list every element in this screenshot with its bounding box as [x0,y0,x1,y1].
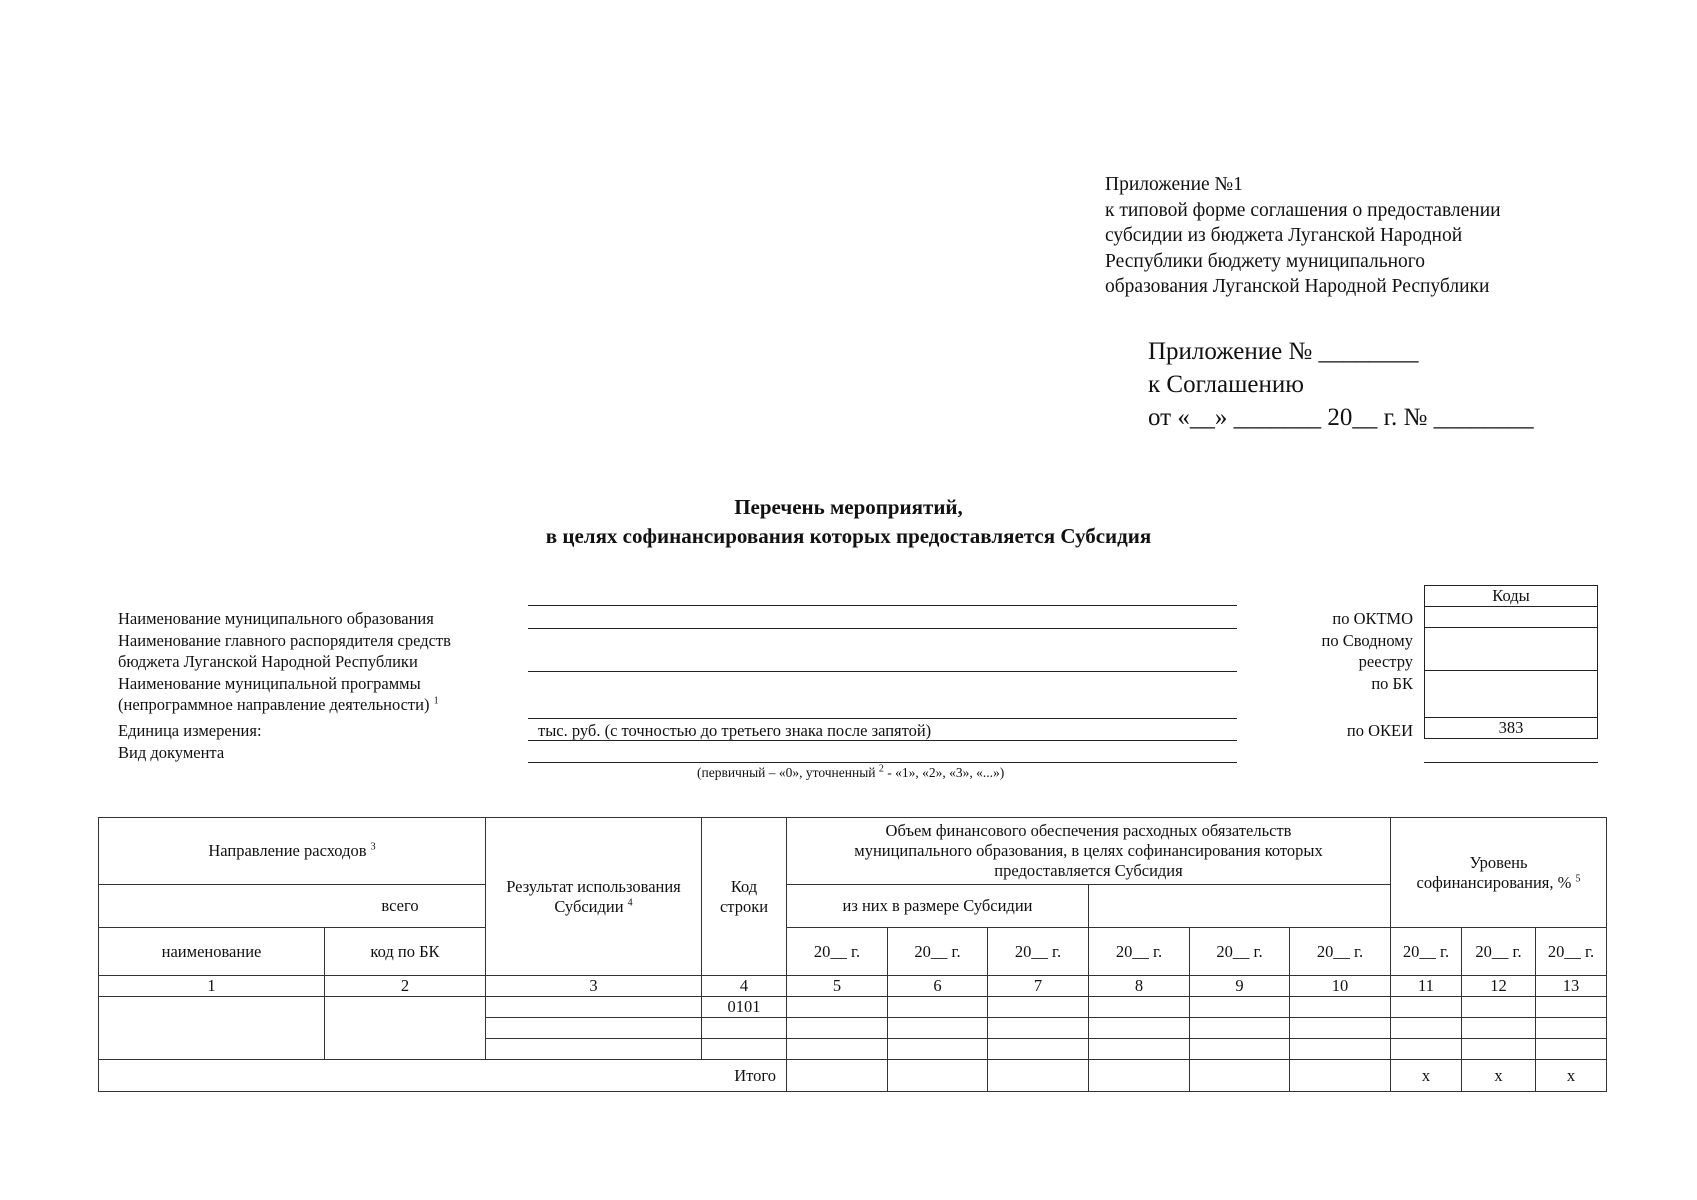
year-header: 20__ г. [1190,928,1290,976]
year-header: 20__ г. [1462,928,1536,976]
value-cell[interactable] [1089,1039,1190,1060]
year-header: 20__ г. [1536,928,1607,976]
direction-bk-cell[interactable] [325,997,486,1060]
column-number: 3 [486,976,702,997]
value-cell[interactable] [988,1018,1089,1039]
okei-label: по ОКЕИ [1346,721,1413,740]
value-cell[interactable] [1089,1018,1190,1039]
doc-type-label: Вид документа [118,743,225,762]
appendix-line-2: к типовой форме соглашения о предоставлении [1105,199,1501,221]
oktmo-code-cell[interactable] [1425,607,1598,628]
total-cell[interactable] [888,1060,988,1092]
program-label-1: Наименование муниципальной программы [118,674,421,693]
value-cell[interactable] [988,1039,1089,1060]
year-header: 20__ г. [1391,928,1462,976]
unit-label: Единица измерения: [118,721,262,740]
bk-label: по БК [1371,674,1413,693]
total-cell[interactable] [988,1060,1089,1092]
bk-code-cell[interactable] [1425,671,1598,718]
total-header: всего [99,885,702,928]
total-mark: x [1391,1060,1462,1092]
value-cell[interactable] [1462,1018,1536,1039]
result-cell[interactable] [486,1039,702,1060]
result-cell[interactable] [486,1018,702,1039]
total-row-label: Итого [99,1060,787,1092]
title-line-2: в целях софинансирования которых предоставляется Субсидия [545,524,1152,548]
program-field[interactable] [528,718,1237,719]
value-cell[interactable] [1536,1039,1607,1060]
row-code-cell[interactable] [702,1018,787,1039]
direction-name-cell[interactable] [99,997,325,1060]
total-mark: x [1462,1060,1536,1092]
year-header: 20__ г. [988,928,1089,976]
column-number: 1 [99,976,325,997]
value-cell[interactable] [1190,1018,1290,1039]
row-code-header: Код строки [702,818,787,976]
value-cell[interactable] [1089,997,1190,1018]
registry-label-2: реестру [1358,652,1413,671]
value-cell[interactable] [1190,997,1290,1018]
column-number: 11 [1391,976,1462,997]
registry-code-cell[interactable] [1425,628,1598,671]
total-cell[interactable] [787,1060,888,1092]
header-top-line [528,605,1237,606]
result-cell[interactable] [486,997,702,1018]
chief-manager-label-1: Наименование главного распорядителя средств [118,631,451,650]
value-cell[interactable] [1536,997,1607,1018]
value-cell[interactable] [888,1018,988,1039]
value-cell[interactable] [1290,1018,1391,1039]
agreement-block [1148,335,1534,434]
municipality-label: Наименование муниципального образования [118,609,434,628]
value-cell[interactable] [1391,997,1462,1018]
value-cell[interactable] [888,1039,988,1060]
agreement-line-3: от «__» _______ 20__ г. № ________ [1148,404,1534,431]
row-code-cell[interactable] [702,1039,787,1060]
value-cell[interactable] [1536,1018,1607,1039]
direction-header: Направление расходов $^3$ [99,818,486,885]
total-row [99,1060,1607,1092]
appendix-line-1: Приложение №1 [1105,174,1243,195]
bk-code-header: код по БК [325,928,486,976]
name-header: наименование [99,928,325,976]
subsidy-part-header: из них в размере Субсидии [787,885,1089,928]
appendix-line-3: субсидии из бюджета Луганской Народной [1105,225,1463,246]
agreement-line-2: к Соглашению [1148,371,1304,398]
value-cell[interactable] [1190,1039,1290,1060]
column-number: 4 [702,976,787,997]
table-row [99,997,1607,1018]
row-code-cell: 0101 [702,997,787,1018]
value-cell[interactable] [1462,1039,1536,1060]
total-cell[interactable] [1290,1060,1391,1092]
value-cell[interactable] [1290,997,1391,1018]
total-mark: x [1536,1060,1607,1092]
year-header: 20__ г. [1290,928,1391,976]
municipality-field[interactable] [528,628,1237,629]
document-title [0,493,1697,551]
value-cell[interactable] [1391,1018,1462,1039]
appendix-line-5: образования Луганской Народной Республики [1105,276,1490,297]
agreement-line-1: Приложение № ________ [1148,338,1419,365]
cofinancing-header: Уровень софинансирования, % $^5$ [1391,818,1607,928]
value-cell[interactable] [787,1018,888,1039]
value-cell[interactable] [988,997,1089,1018]
column-number: 9 [1190,976,1290,997]
unit-field[interactable] [528,740,1237,741]
codes-box [1424,585,1598,739]
result-header: Результат использования Субсидии $^4$ [486,818,702,976]
chief-manager-label-2: бюджета Луганской Народной Республики [118,652,418,671]
year-header: 20__ г. [1089,928,1190,976]
registry-label-1: по Сводному [1321,631,1413,650]
value-cell[interactable] [787,1039,888,1060]
appendix-header [1105,172,1501,300]
column-number: 13 [1536,976,1607,997]
total-cell[interactable] [1089,1060,1190,1092]
value-cell[interactable] [787,997,888,1018]
value-cell[interactable] [1391,1039,1462,1060]
unit-value: тыс. руб. (с точностью до третьего знака после запятой) [538,721,932,740]
measures-table [98,817,1607,1092]
column-numbers-row [99,976,1607,997]
column-number: 8 [1089,976,1190,997]
year-header: 20__ г. [787,928,888,976]
oktmo-label: по ОКТМО [1332,609,1413,628]
column-number: 5 [787,976,888,997]
value-cell[interactable] [1290,1039,1391,1060]
okei-code-cell: 383 [1425,718,1598,739]
appendix-line-4: Республики бюджету муниципального [1105,250,1426,272]
doc-type-hint: (первичный – «0», уточненный $^2$ - «1», «2», «3», «...») [697,763,1005,780]
year-header: 20__ г. [888,928,988,976]
column-number: 12 [1462,976,1536,997]
title-line-1: Перечень мероприятий, [734,495,963,519]
value-cell[interactable] [1462,997,1536,1018]
chief-manager-field[interactable] [528,671,1237,672]
program-label-2: (непрограммное направление деятельности) $^1$ [118,695,439,714]
column-number: 6 [888,976,988,997]
volume-header: Объем финансового обеспечения расходных обязательств муниципального образования, в целях софинансирования которых предоставляется Субсидия [787,818,1391,885]
column-number: 10 [1290,976,1391,997]
codes-header: Коды [1425,586,1598,607]
doc-type-code-line[interactable] [1424,762,1598,763]
value-cell[interactable] [888,997,988,1018]
column-number: 2 [325,976,486,997]
total-cell[interactable] [1190,1060,1290,1092]
column-number: 7 [988,976,1089,997]
